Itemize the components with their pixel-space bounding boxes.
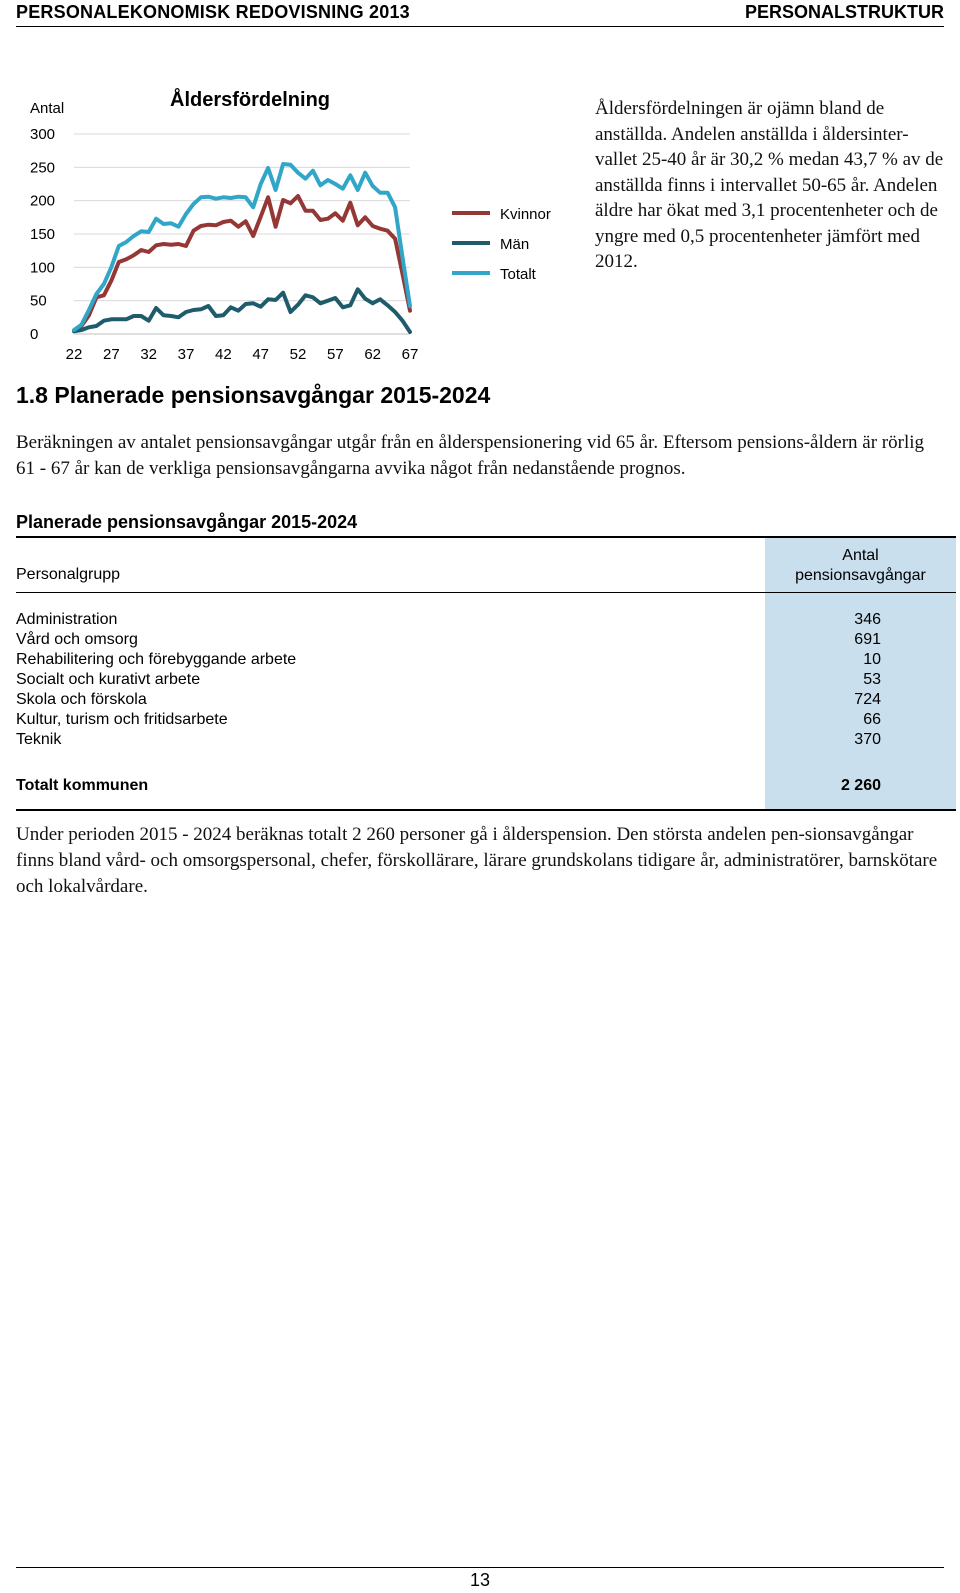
y-tick-label: 200: [30, 192, 56, 210]
table-row: [16, 691, 881, 711]
row-value: 370: [854, 731, 881, 748]
table-row: [16, 711, 881, 731]
footer-rule: [16, 1567, 944, 1568]
row-label: Rehabilitering och förebyggande arbete: [16, 651, 297, 668]
x-tick-label: 47: [252, 346, 270, 363]
row-value: 691: [854, 631, 881, 648]
intro-paragraph: Beräkningen av antalet pensionsavgångar utgår från en ålderspensionering vid 65 år. Eftersom pensions-åldern är rörlig 61 - 67 år kan de verkliga pensionsavgångarna avvika något från nedanstående prognos.: [16, 432, 925, 479]
row-value: 10: [863, 651, 881, 668]
y-tick-label: 250: [30, 159, 56, 177]
total-label: Totalt kommunen: [16, 777, 149, 794]
y-tick-label: 50: [30, 292, 47, 310]
x-tick-label: 27: [102, 346, 120, 363]
total-value: 2 260: [840, 777, 881, 794]
column-header-count: [765, 546, 956, 586]
y-tick-label: 150: [30, 226, 56, 243]
page-header: [16, 0, 944, 27]
row-label: Teknik: [16, 731, 62, 748]
legend-label: Kvinnor: [500, 206, 551, 223]
age-distribution-commentary: Åldersfördelningen är ojämn bland de anställda. Andelen anställda i åldersinter-vallet 25-40 år är 30,2 % medan 43,7 % av de anställda finns i intervallet 50-65 år. Andelen äldre har ökat med 3,1 procentenheter och de yngre med 0,5 procentenheter jämfört med 2012.: [595, 98, 944, 272]
chart-gridlines: [74, 134, 410, 334]
table-row: [16, 631, 881, 651]
section-heading: 1.8 Planerade pensionsavgångar 2015-2024: [16, 382, 491, 408]
table-row: [16, 611, 881, 631]
x-tick-label: 57: [326, 346, 344, 363]
x-tick-label: 67: [401, 346, 419, 363]
x-tick-label: 32: [140, 346, 158, 363]
row-label: Socialt och kurativt arbete: [16, 671, 201, 688]
section-name: PERSONALSTRUKTUR: [744, 2, 944, 22]
y-axis-title: Antal: [30, 100, 65, 117]
row-label: Administration: [16, 611, 118, 628]
x-tick-label: 22: [65, 346, 83, 363]
x-tick-label: 62: [364, 346, 382, 363]
row-label: Skola och förskola: [16, 691, 147, 708]
row-label: Vård och omsorg: [16, 631, 138, 648]
chart-legend: [452, 206, 551, 283]
page-number: 13: [469, 1570, 491, 1590]
legend-label: Män: [500, 236, 530, 253]
x-tick-label: 42: [214, 346, 232, 363]
table-row: [16, 651, 881, 671]
x-axis-labels: [66, 346, 419, 363]
row-value: 346: [854, 611, 881, 628]
row-value: 53: [863, 671, 881, 688]
column-header-count-line1: Antal: [842, 547, 879, 564]
column-header-group: Personalgrupp: [16, 566, 121, 583]
table-title: Planerade pensionsavgångar 2015-2024: [16, 512, 358, 532]
y-axis-labels: [30, 126, 55, 343]
y-tick-label: 0: [30, 326, 39, 343]
chart-series-lines: [74, 164, 410, 332]
table-row: [16, 671, 881, 691]
table-bottom-rule: [16, 809, 956, 811]
table-total-row: [16, 777, 881, 797]
report-title: PERSONALEKONOMISK REDOVISNING 2013: [16, 2, 410, 22]
series-line-kvinnor: [74, 196, 410, 331]
y-tick-label: 300: [30, 126, 56, 143]
row-label: Kultur, turism och fritidsarbete: [16, 711, 228, 728]
legend-label: Totalt: [500, 266, 536, 283]
chart-title: Åldersfördelning: [170, 89, 331, 111]
row-value: 66: [863, 711, 881, 728]
outro-paragraph: Under perioden 2015 - 2024 beräknas totalt 2 260 personer gå i ålderspension. Den största andelen pen-sionsavgångar finns bland vård- och omsorgspersonal, chefer, förskollärare, lärare grundskolans tidigare år, administratörer, barnskötare och lokalvårdare.: [16, 824, 938, 897]
column-header-count-line2: pensionsavgångar: [795, 567, 926, 584]
y-tick-label: 100: [30, 259, 56, 277]
series-line-män: [74, 289, 410, 332]
table-row: [16, 731, 881, 751]
table-header-rule: [16, 592, 956, 593]
x-tick-label: 52: [289, 346, 307, 363]
x-tick-label: 37: [177, 346, 195, 363]
age-distribution-chart: [0, 60, 570, 380]
row-value: 724: [854, 691, 881, 708]
